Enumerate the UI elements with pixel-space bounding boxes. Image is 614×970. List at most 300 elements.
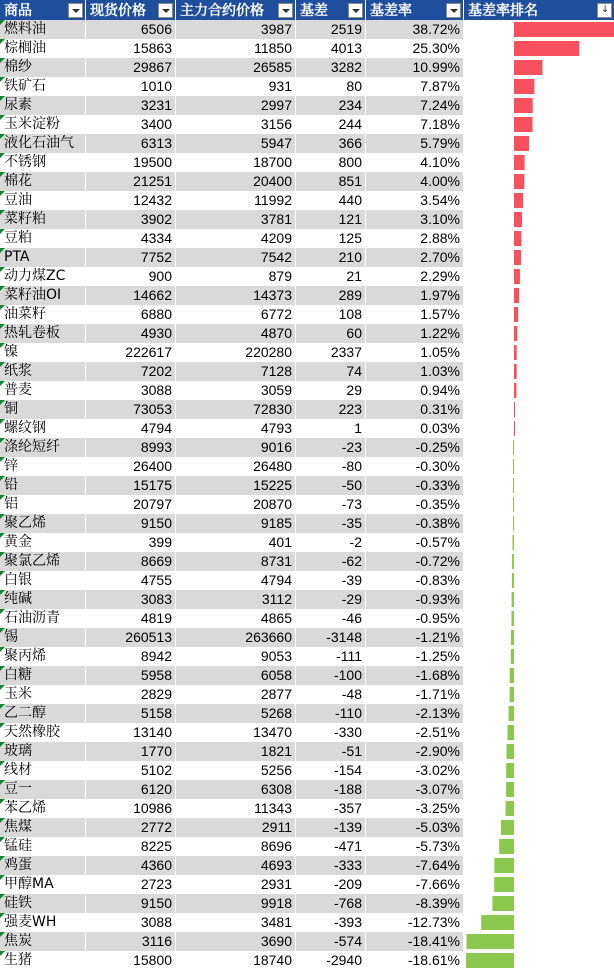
main-contract-price-cell[interactable]: 879 bbox=[268, 268, 292, 284]
basis-rate-cell[interactable]: 4.00% bbox=[420, 173, 460, 189]
product-cell[interactable]: 棉纱 bbox=[0, 58, 86, 77]
basis-rate-cell[interactable]: -0.93% bbox=[415, 591, 460, 607]
product-cell[interactable]: 硅铁 bbox=[0, 894, 86, 913]
basis-cell[interactable]: -51 bbox=[341, 743, 362, 759]
text-number-warning-icon bbox=[0, 419, 5, 424]
product-cell[interactable]: 天然橡胶 bbox=[0, 723, 86, 742]
basis-cell[interactable]: 3282 bbox=[330, 59, 362, 75]
main-contract-price-cell[interactable]: 11850 bbox=[254, 40, 292, 56]
spot-price-cell[interactable]: 260513 bbox=[125, 629, 172, 645]
basis-rate-cell[interactable]: -5.03% bbox=[415, 819, 460, 835]
product-cell[interactable]: 纯碱 bbox=[0, 590, 86, 609]
basis-cell[interactable]: 440 bbox=[338, 192, 362, 208]
main-contract-price-cell[interactable]: 72830 bbox=[253, 401, 292, 417]
main-contract-price-cell[interactable]: 3059 bbox=[260, 382, 292, 398]
product-cell[interactable]: 螺纹钢 bbox=[0, 419, 86, 438]
basis-cell[interactable]: -357 bbox=[333, 800, 362, 816]
basis-rate-cell[interactable]: -0.38% bbox=[415, 515, 460, 531]
product-cell[interactable]: 乙二醇 bbox=[0, 704, 86, 723]
basis-rate-cell[interactable]: 1.05% bbox=[420, 344, 460, 360]
basis-rate-cell[interactable]: -0.25% bbox=[415, 439, 460, 455]
data-bar bbox=[513, 459, 514, 474]
basis-cell[interactable]: 800 bbox=[338, 154, 362, 170]
product-cell[interactable]: 甲醇MA bbox=[0, 875, 86, 894]
spot-price-cell[interactable]: 3902 bbox=[140, 211, 172, 227]
product-cell[interactable]: 聚乙烯 bbox=[0, 514, 86, 533]
product-cell[interactable]: 白银 bbox=[0, 571, 86, 590]
basis-rate-cell[interactable]: 7.18% bbox=[420, 116, 460, 132]
spot-price-cell[interactable]: 9150 bbox=[140, 895, 172, 911]
basis-rate-cell[interactable]: -0.72% bbox=[415, 553, 460, 569]
basis-cell[interactable]: -188 bbox=[333, 781, 362, 797]
basis-rate-cell[interactable]: 3.10% bbox=[420, 211, 460, 227]
main-contract-price-cell[interactable]: 18740 bbox=[253, 952, 292, 968]
main-contract-price-cell[interactable]: 3781 bbox=[260, 211, 292, 227]
filter-dropdown-icon[interactable] bbox=[158, 3, 173, 18]
spot-price-cell[interactable]: 29867 bbox=[133, 59, 172, 75]
basis-cell[interactable]: -574 bbox=[333, 933, 362, 949]
basis-rate-cell[interactable]: 2.29% bbox=[420, 268, 460, 284]
spot-price-cell[interactable]: 222617 bbox=[125, 344, 172, 360]
basis-cell[interactable]: -471 bbox=[333, 838, 362, 854]
header-spot-price-label: 现货价格 bbox=[90, 3, 146, 19]
product-cell[interactable]: 焦煤 bbox=[0, 818, 86, 837]
product-cell[interactable]: 液化石油气 bbox=[0, 134, 86, 153]
basis-rate-cell[interactable]: -8.39% bbox=[415, 895, 460, 911]
product-cell[interactable]: 玉米淀粉 bbox=[0, 115, 86, 134]
basis-cell[interactable]: 366 bbox=[338, 135, 362, 151]
product-cell[interactable]: 不锈钢 bbox=[0, 153, 86, 172]
filter-dropdown-icon[interactable] bbox=[68, 3, 83, 18]
spot-price-cell[interactable]: 900 bbox=[148, 268, 172, 284]
main-contract-price-cell[interactable]: 9016 bbox=[260, 439, 292, 455]
main-contract-price-cell[interactable]: 2997 bbox=[260, 97, 292, 113]
table-row bbox=[0, 77, 464, 96]
spot-price-cell[interactable]: 4930 bbox=[140, 325, 172, 341]
header-product-label: 商品 bbox=[4, 3, 32, 19]
basis-rate-cell[interactable]: 2.70% bbox=[420, 249, 460, 265]
basis-rate-cell[interactable]: -7.64% bbox=[415, 857, 460, 873]
main-contract-price-cell[interactable]: 9918 bbox=[260, 895, 292, 911]
product-cell[interactable]: 棕榈油 bbox=[0, 39, 86, 58]
basis-cell[interactable]: -100 bbox=[333, 667, 362, 683]
basis-rate-cell[interactable]: -0.33% bbox=[415, 477, 460, 493]
main-contract-price-cell[interactable]: 3112 bbox=[261, 591, 292, 607]
spot-price-cell[interactable]: 3231 bbox=[140, 97, 172, 113]
product-cell[interactable]: 铜 bbox=[0, 400, 86, 419]
basis-cell[interactable]: 4013 bbox=[330, 40, 362, 56]
data-bar bbox=[514, 22, 614, 37]
main-contract-price-cell[interactable]: 3987 bbox=[260, 21, 292, 37]
basis-cell[interactable]: 125 bbox=[338, 230, 362, 246]
spot-price-cell[interactable]: 8993 bbox=[140, 439, 172, 455]
basis-cell[interactable]: -3148 bbox=[326, 629, 362, 645]
basis-cell[interactable]: -110 bbox=[335, 705, 362, 721]
basis-rate-cell[interactable]: 1.57% bbox=[420, 306, 460, 322]
data-bar bbox=[514, 41, 579, 56]
main-contract-price-cell[interactable]: 6308 bbox=[260, 781, 292, 797]
product-cell[interactable]: 铝 bbox=[0, 495, 86, 514]
data-bar bbox=[514, 269, 520, 284]
basis-rate-cell[interactable]: -1.25% bbox=[415, 648, 460, 664]
product-cell[interactable]: 棉花 bbox=[0, 172, 86, 191]
data-bar bbox=[514, 136, 529, 151]
main-contract-price-cell[interactable]: 2877 bbox=[260, 686, 292, 702]
spot-price-cell[interactable]: 4819 bbox=[140, 610, 172, 626]
header-main-contract-price bbox=[176, 0, 295, 20]
basis-rate-cell[interactable]: -0.30% bbox=[415, 458, 460, 474]
spot-price-cell[interactable]: 3400 bbox=[140, 116, 172, 132]
main-contract-price-cell[interactable]: 14373 bbox=[253, 287, 292, 303]
table-row bbox=[0, 343, 464, 362]
basis-rate-cell[interactable]: 25.30% bbox=[412, 40, 460, 56]
basis-rate-cell[interactable]: 2.88% bbox=[420, 230, 460, 246]
basis-cell[interactable]: 80 bbox=[346, 78, 362, 94]
basis-cell[interactable]: -39 bbox=[341, 572, 362, 588]
basis-cell[interactable]: -209 bbox=[333, 876, 362, 892]
basis-cell[interactable]: -23 bbox=[341, 439, 362, 455]
main-contract-price-cell[interactable]: 2911 bbox=[261, 819, 292, 835]
basis-rate-cell[interactable]: 0.03% bbox=[420, 420, 460, 436]
product-cell[interactable]: 玻璃 bbox=[0, 742, 86, 761]
product-cell[interactable]: 聚丙烯 bbox=[0, 647, 86, 666]
basis-cell[interactable]: -73 bbox=[341, 496, 362, 512]
spot-price-cell[interactable]: 15863 bbox=[133, 40, 172, 56]
basis-rate-bar-chart bbox=[464, 20, 614, 970]
main-contract-price-cell[interactable]: 2931 bbox=[260, 876, 292, 892]
product-cell[interactable]: 菜籽粕 bbox=[0, 210, 86, 229]
basis-cell[interactable]: -50 bbox=[341, 477, 362, 493]
spot-price-cell[interactable]: 2829 bbox=[140, 686, 172, 702]
text-number-warning-icon bbox=[0, 685, 5, 690]
spot-price-cell[interactable]: 5158 bbox=[140, 705, 172, 721]
spot-price-cell[interactable]: 26400 bbox=[133, 458, 172, 474]
spot-price-cell[interactable]: 20797 bbox=[133, 496, 172, 512]
basis-cell[interactable]: -768 bbox=[333, 895, 362, 911]
spot-price-cell[interactable]: 9150 bbox=[140, 515, 172, 531]
main-contract-price-cell[interactable]: 11343 bbox=[254, 800, 292, 816]
spot-price-cell[interactable]: 1770 bbox=[140, 743, 172, 759]
spot-price-cell[interactable]: 4794 bbox=[140, 420, 172, 436]
product-cell[interactable]: 锡 bbox=[0, 628, 86, 647]
basis-cell[interactable]: 210 bbox=[338, 249, 362, 265]
spot-price-cell[interactable]: 399 bbox=[148, 534, 172, 550]
basis-rate-cell[interactable]: 1.03% bbox=[420, 363, 460, 379]
product-cell[interactable]: PTA bbox=[0, 248, 86, 267]
basis-cell[interactable]: -62 bbox=[341, 553, 362, 569]
main-contract-price-cell[interactable]: 931 bbox=[268, 78, 292, 94]
basis-rate-cell[interactable]: -0.83% bbox=[415, 572, 460, 588]
product-cell[interactable]: 白糖 bbox=[0, 666, 86, 685]
basis-rate-cell[interactable]: 1.97% bbox=[420, 287, 460, 303]
main-contract-price-cell[interactable]: 13470 bbox=[253, 724, 292, 740]
spot-price-cell[interactable]: 8942 bbox=[140, 648, 172, 664]
main-contract-price-cell[interactable]: 9053 bbox=[260, 648, 292, 664]
basis-rate-cell[interactable]: 0.31% bbox=[420, 401, 460, 417]
spot-price-cell[interactable]: 6880 bbox=[140, 306, 172, 322]
spot-price-cell[interactable]: 2723 bbox=[140, 876, 172, 892]
product-cell[interactable]: 焦炭 bbox=[0, 932, 86, 951]
main-contract-price-cell[interactable]: 5256 bbox=[260, 762, 292, 778]
table-row bbox=[0, 761, 464, 780]
main-contract-price-cell[interactable]: 26480 bbox=[253, 458, 292, 474]
spot-price-cell[interactable]: 8225 bbox=[140, 838, 172, 854]
basis-rate-cell[interactable]: 38.72% bbox=[412, 21, 460, 37]
spot-price-cell[interactable]: 1010 bbox=[140, 78, 172, 94]
text-number-warning-icon bbox=[0, 818, 5, 823]
main-contract-price-cell[interactable]: 4793 bbox=[260, 420, 292, 436]
basis-rate-cell[interactable]: -12.73% bbox=[407, 914, 460, 930]
basis-rate-cell[interactable]: 10.99% bbox=[412, 59, 460, 75]
table-row bbox=[0, 191, 464, 210]
product-cell[interactable]: 玉米 bbox=[0, 685, 86, 704]
main-contract-price-cell[interactable]: 5947 bbox=[260, 135, 292, 151]
product-cell[interactable]: 生猪 bbox=[0, 951, 86, 970]
basis-rate-cell[interactable]: 0.94% bbox=[420, 382, 460, 398]
main-contract-price-cell[interactable]: 1821 bbox=[260, 743, 292, 759]
basis-cell[interactable]: -35 bbox=[341, 515, 362, 531]
product-cell[interactable]: 锌 bbox=[0, 457, 86, 476]
main-contract-price-cell[interactable]: 3156 bbox=[260, 116, 292, 132]
main-contract-price-cell[interactable]: 7542 bbox=[260, 249, 292, 265]
spot-price-cell[interactable]: 15175 bbox=[133, 477, 172, 493]
spot-price-cell[interactable]: 5958 bbox=[140, 667, 172, 683]
text-number-warning-icon bbox=[0, 666, 5, 671]
header-basis-rate-rank bbox=[464, 0, 614, 20]
basis-cell[interactable]: 1 bbox=[354, 420, 362, 436]
basis-rate-cell[interactable]: 7.87% bbox=[420, 78, 460, 94]
basis-rate-cell[interactable]: -3.07% bbox=[415, 781, 460, 797]
basis-rate-cell[interactable]: -1.68% bbox=[415, 667, 460, 683]
basis-rate-cell[interactable]: -2.90% bbox=[415, 743, 460, 759]
main-contract-price-cell[interactable]: 8731 bbox=[260, 553, 292, 569]
main-contract-price-cell[interactable]: 4209 bbox=[260, 230, 292, 246]
data-bar bbox=[514, 402, 515, 417]
data-bar bbox=[514, 79, 534, 94]
spot-price-cell[interactable]: 21251 bbox=[133, 173, 172, 189]
main-contract-price-cell[interactable]: 18700 bbox=[253, 154, 292, 170]
product-cell[interactable]: 苯乙烯 bbox=[0, 799, 86, 818]
main-contract-price-cell[interactable]: 26585 bbox=[253, 59, 292, 75]
basis-rate-cell[interactable]: -3.02% bbox=[415, 762, 460, 778]
basis-rate-cell[interactable]: -2.51% bbox=[415, 724, 460, 740]
text-number-warning-icon bbox=[0, 362, 5, 367]
basis-rate-cell[interactable]: -1.71% bbox=[415, 686, 460, 702]
basis-rate-cell[interactable]: -18.41% bbox=[407, 933, 460, 949]
main-contract-price-cell[interactable]: 8696 bbox=[260, 838, 292, 854]
spot-price-cell[interactable]: 13140 bbox=[133, 724, 172, 740]
basis-cell[interactable]: 108 bbox=[338, 306, 362, 322]
basis-rate-cell[interactable]: 5.79% bbox=[420, 135, 460, 151]
basis-cell[interactable]: -2 bbox=[349, 534, 362, 550]
basis-rate-cell[interactable]: -0.95% bbox=[415, 610, 460, 626]
text-number-warning-icon bbox=[0, 324, 5, 329]
basis-rate-cell[interactable]: -5.73% bbox=[415, 838, 460, 854]
basis-cell[interactable]: -29 bbox=[341, 591, 362, 607]
spot-price-cell[interactable]: 19500 bbox=[133, 154, 172, 170]
basis-cell[interactable]: 60 bbox=[346, 325, 362, 341]
main-contract-price-cell[interactable]: 3481 bbox=[260, 914, 292, 930]
basis-cell[interactable]: -111 bbox=[336, 648, 362, 664]
product-cell[interactable]: 鸡蛋 bbox=[0, 856, 86, 875]
product-cell[interactable]: 线材 bbox=[0, 761, 86, 780]
spot-price-cell[interactable]: 7752 bbox=[140, 249, 172, 265]
basis-cell[interactable]: 244 bbox=[338, 116, 362, 132]
product-cell[interactable]: 普麦 bbox=[0, 381, 86, 400]
spot-price-cell[interactable]: 3088 bbox=[140, 382, 172, 398]
text-number-warning-icon bbox=[0, 305, 5, 310]
basis-cell[interactable]: 289 bbox=[338, 287, 362, 303]
main-contract-price-cell[interactable]: 4865 bbox=[260, 610, 292, 626]
data-bar bbox=[514, 250, 521, 265]
header-basis-rate-rank-label: 基差率排名 bbox=[468, 3, 538, 19]
product-cell[interactable]: 镍 bbox=[0, 343, 86, 362]
spot-price-cell[interactable]: 2772 bbox=[140, 819, 172, 835]
product-cell[interactable]: 油菜籽 bbox=[0, 305, 86, 324]
basis-cell[interactable]: 2519 bbox=[330, 21, 362, 37]
table-row bbox=[0, 628, 464, 647]
product-cell[interactable]: 豆粕 bbox=[0, 229, 86, 248]
basis-cell[interactable]: 21 bbox=[346, 268, 362, 284]
product-cell[interactable]: 涤纶短纤 bbox=[0, 438, 86, 457]
basis-rate-cell[interactable]: -7.66% bbox=[415, 876, 460, 892]
data-bar bbox=[494, 877, 514, 892]
text-number-warning-icon bbox=[0, 476, 5, 481]
main-contract-price-cell[interactable]: 20400 bbox=[253, 173, 292, 189]
main-contract-price-cell[interactable]: 263660 bbox=[245, 629, 292, 645]
table-row bbox=[0, 932, 464, 951]
product-cell[interactable]: 石油沥青 bbox=[0, 609, 86, 628]
spot-price-cell[interactable]: 3083 bbox=[140, 591, 172, 607]
product-cell[interactable]: 菜籽油OI bbox=[0, 286, 86, 305]
spot-price-cell[interactable]: 5102 bbox=[140, 762, 172, 778]
basis-rate-cell[interactable]: -3.25% bbox=[415, 800, 460, 816]
product-cell[interactable]: 尿素 bbox=[0, 96, 86, 115]
main-contract-price-cell[interactable]: 6772 bbox=[260, 306, 292, 322]
text-number-warning-icon bbox=[0, 571, 5, 576]
spot-price-cell[interactable]: 10986 bbox=[133, 800, 172, 816]
basis-rate-cell[interactable]: 1.22% bbox=[420, 325, 460, 341]
product-cell[interactable]: 聚氯乙烯 bbox=[0, 552, 86, 571]
data-bar bbox=[508, 725, 515, 740]
main-contract-price-cell[interactable]: 11992 bbox=[254, 192, 292, 208]
spot-price-cell[interactable]: 3088 bbox=[140, 914, 172, 930]
product-cell[interactable]: 动力煤ZC bbox=[0, 267, 86, 286]
main-contract-price-cell[interactable]: 220280 bbox=[245, 344, 292, 360]
table-row bbox=[0, 248, 464, 267]
text-number-warning-icon bbox=[0, 894, 5, 899]
basis-cell[interactable]: -139 bbox=[333, 819, 362, 835]
product-cell[interactable]: 铅 bbox=[0, 476, 86, 495]
spot-price-cell[interactable]: 12432 bbox=[133, 192, 172, 208]
data-bar bbox=[466, 953, 514, 968]
basis-cell[interactable]: -48 bbox=[341, 686, 362, 702]
table-row bbox=[0, 267, 464, 286]
basis-cell[interactable]: 234 bbox=[338, 97, 362, 113]
main-contract-price-cell[interactable]: 15225 bbox=[253, 477, 292, 493]
product-cell[interactable]: 豆一 bbox=[0, 780, 86, 799]
basis-rate-cell[interactable]: -0.35% bbox=[415, 496, 460, 512]
main-contract-price-cell[interactable]: 7128 bbox=[260, 363, 292, 379]
basis-rate-cell[interactable]: 3.54% bbox=[420, 192, 460, 208]
product-cell[interactable]: 锰硅 bbox=[0, 837, 86, 856]
spot-price-cell[interactable]: 4755 bbox=[140, 572, 172, 588]
main-contract-price-cell[interactable]: 401 bbox=[268, 534, 292, 550]
text-number-warning-icon bbox=[0, 761, 5, 766]
product-cell[interactable]: 强麦WH bbox=[0, 913, 86, 932]
spot-price-cell[interactable]: 14662 bbox=[133, 287, 172, 303]
spot-price-cell[interactable]: 6313 bbox=[140, 135, 172, 151]
basis-cell[interactable]: -333 bbox=[333, 857, 362, 873]
main-contract-price-cell[interactable]: 9185 bbox=[260, 515, 292, 531]
basis-cell[interactable]: 74 bbox=[346, 363, 362, 379]
basis-cell[interactable]: 121 bbox=[338, 211, 362, 227]
basis-cell[interactable]: 2337 bbox=[330, 344, 362, 360]
product-cell[interactable]: 铁矿石 bbox=[0, 77, 86, 96]
product-cell[interactable]: 黄金 bbox=[0, 533, 86, 552]
data-bar bbox=[513, 516, 514, 531]
basis-cell[interactable]: 223 bbox=[338, 401, 362, 417]
text-number-warning-icon bbox=[0, 96, 5, 101]
data-bar bbox=[512, 573, 514, 588]
main-contract-price-cell[interactable]: 3690 bbox=[260, 933, 292, 949]
basis-rate-cell[interactable]: -2.13% bbox=[415, 705, 460, 721]
basis-cell[interactable]: 851 bbox=[338, 173, 362, 189]
basis-cell[interactable]: -393 bbox=[333, 914, 362, 930]
main-contract-price-cell[interactable]: 4794 bbox=[260, 572, 292, 588]
filter-dropdown-icon[interactable] bbox=[348, 3, 363, 18]
main-contract-price-cell[interactable]: 6058 bbox=[260, 667, 292, 683]
main-contract-price-cell[interactable]: 5268 bbox=[260, 705, 292, 721]
basis-cell[interactable]: -330 bbox=[333, 724, 362, 740]
table-row bbox=[0, 457, 464, 476]
basis-cell[interactable]: -154 bbox=[333, 762, 362, 778]
product-cell[interactable]: 燃料油 bbox=[0, 20, 86, 39]
spot-price-cell[interactable]: 15800 bbox=[133, 952, 172, 968]
basis-rate-cell[interactable]: -0.57% bbox=[415, 534, 460, 550]
data-bar bbox=[513, 535, 515, 550]
basis-cell[interactable]: -80 bbox=[341, 458, 362, 474]
basis-cell[interactable]: -46 bbox=[341, 610, 362, 626]
main-contract-price-cell[interactable]: 20870 bbox=[253, 496, 292, 512]
basis-rate-cell[interactable]: -18.61% bbox=[407, 952, 460, 968]
spot-price-cell[interactable]: 6120 bbox=[140, 781, 172, 797]
basis-cell[interactable]: -2940 bbox=[326, 952, 362, 968]
product-cell[interactable]: 豆油 bbox=[0, 191, 86, 210]
data-bar bbox=[511, 630, 514, 645]
basis-rate-cell[interactable]: -1.21% bbox=[415, 629, 460, 645]
spot-price-cell[interactable]: 73053 bbox=[133, 401, 172, 417]
table-row bbox=[0, 647, 464, 666]
product-cell[interactable]: 纸浆 bbox=[0, 362, 86, 381]
main-contract-price-cell[interactable]: 4693 bbox=[260, 857, 292, 873]
spot-price-cell[interactable]: 3116 bbox=[141, 933, 172, 949]
filter-dropdown-icon[interactable] bbox=[278, 3, 293, 18]
filter-dropdown-icon[interactable] bbox=[446, 3, 461, 18]
sort-descending-icon[interactable] bbox=[597, 3, 612, 18]
product-cell[interactable]: 热轧卷板 bbox=[0, 324, 86, 343]
main-contract-price-cell[interactable]: 4870 bbox=[260, 325, 292, 341]
spot-price-cell[interactable]: 4334 bbox=[140, 230, 172, 246]
basis-rate-cell[interactable]: 7.24% bbox=[420, 97, 460, 113]
text-number-warning-icon bbox=[0, 343, 5, 348]
spot-price-cell[interactable]: 4360 bbox=[140, 857, 172, 873]
basis-rate-cell[interactable]: 4.10% bbox=[420, 154, 460, 170]
spot-price-cell[interactable]: 7202 bbox=[140, 363, 172, 379]
spot-price-cell[interactable]: 8669 bbox=[140, 553, 172, 569]
basis-cell[interactable]: 29 bbox=[346, 382, 362, 398]
spot-price-cell[interactable]: 6506 bbox=[140, 21, 172, 37]
